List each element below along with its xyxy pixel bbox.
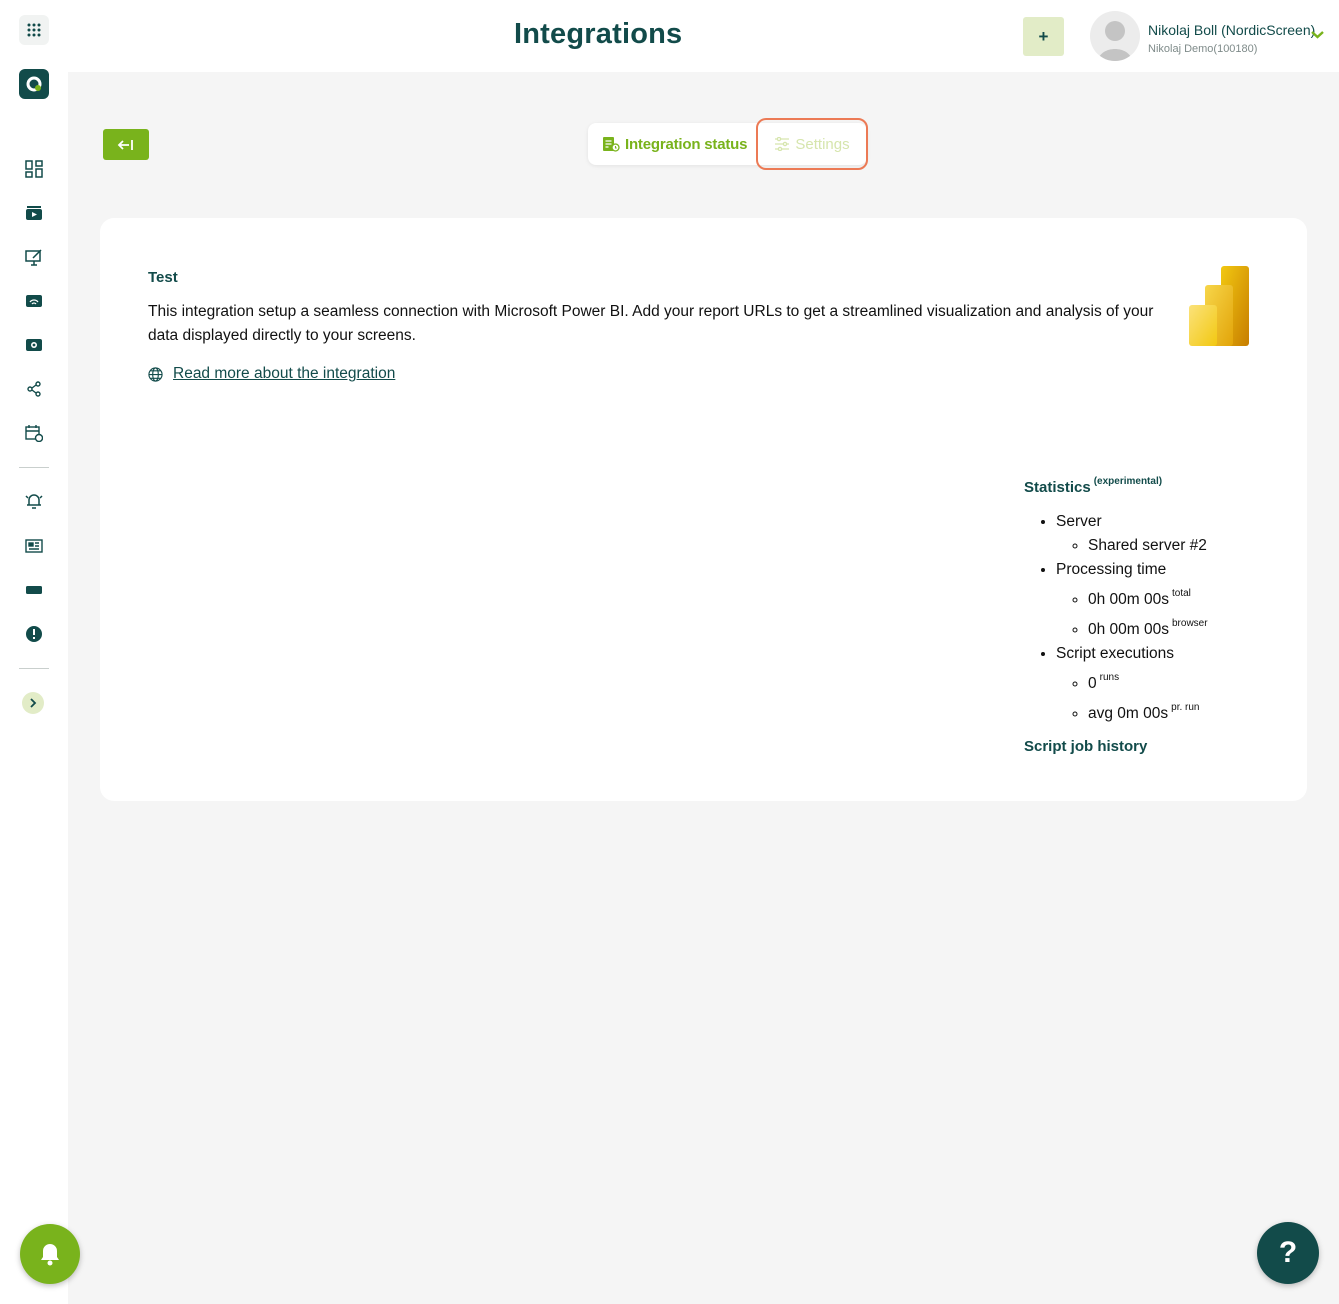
list-item: ◦ 0h 00m 00s $^{total}$ [1088,582,1294,612]
statistics-panel [1024,476,1294,755]
integration-card [100,218,1307,801]
sidebar-divider [19,467,49,468]
app-grid-icon[interactable] [19,15,49,45]
list-item: ◦ Shared server #2 [1088,534,1294,558]
playlists-icon[interactable] [19,330,49,360]
top-header [68,0,1339,72]
integration-title: Test [148,269,178,286]
back-button[interactable] [103,129,149,160]
page-title: Integrations [514,18,683,50]
read-more-link-row [148,365,395,383]
tab-bar [588,123,867,165]
user-name[interactable]: Nikolaj Boll (NordicScreen) [1148,22,1316,38]
power-bi-logo-icon [1188,265,1250,347]
alerts-icon[interactable] [19,486,49,516]
design-icon[interactable] [19,242,49,272]
list-item: ◦ avg 0m 00s $^{pr. run}$ [1088,696,1294,726]
tab-settings-label: Settings [795,135,850,153]
screens-icon[interactable] [19,286,49,316]
user-organization: Nikolaj Demo(100180) [1148,43,1258,55]
news-icon[interactable] [19,531,49,561]
share-icon[interactable] [19,374,49,404]
status-document-icon [602,136,620,152]
tab-integration-status[interactable] [602,123,747,165]
avatar[interactable] [1090,11,1140,61]
media-icon[interactable] [19,198,49,228]
list-item: ◦ 0 $^{runs}$ [1088,666,1294,696]
list-item: • Processing time ◦ 0h 00m 00s $^{total}$ ◦ 0h 00m 00s $^{browser}$ [1056,558,1294,642]
sidebar-divider [19,668,49,669]
add-button[interactable]: + [1023,17,1064,56]
schedule-icon[interactable] [19,418,49,448]
statistics-list [1024,510,1294,726]
logo[interactable] [19,69,49,99]
dashboard-icon[interactable] [19,154,49,184]
help-button[interactable]: ? [1257,1222,1319,1284]
integration-description: This integration setup a seamless connection with Microsoft Power BI. Add your report URLs to get a streamlined visualization and analysis of your data displayed directly to your screens. [148,303,1154,344]
list-item: • Server ◦ Shared server #2 [1056,510,1294,558]
script-job-history-link[interactable]: Script job history [1024,738,1148,755]
sidebar [0,0,68,1304]
list-item: ◦ 0h 00m 00s $^{browser}$ [1088,612,1294,642]
tab-settings[interactable] [756,118,868,170]
chevron-down-icon[interactable] [1311,30,1324,39]
expand-sidebar-icon[interactable] [22,692,44,714]
notifications-button[interactable] [20,1224,80,1284]
list-item: • Script executions ◦ 0 $^{runs}$ ◦ avg 0m 00s $^{pr. run}$ [1056,642,1294,726]
globe-icon [148,367,163,382]
warning-icon[interactable] [19,619,49,649]
statistics-title: Statistics $^{(experimental)}$ [1024,476,1163,496]
display-icon[interactable] [19,575,49,605]
statistics-note: (experimental) [1093,476,1163,487]
bell-icon [39,1242,61,1266]
tab-integration-status-label: Integration status [625,135,748,153]
sliders-icon [774,137,790,151]
read-more-link[interactable]: Read more about the integration [173,365,396,382]
arrow-left-icon [117,139,135,151]
